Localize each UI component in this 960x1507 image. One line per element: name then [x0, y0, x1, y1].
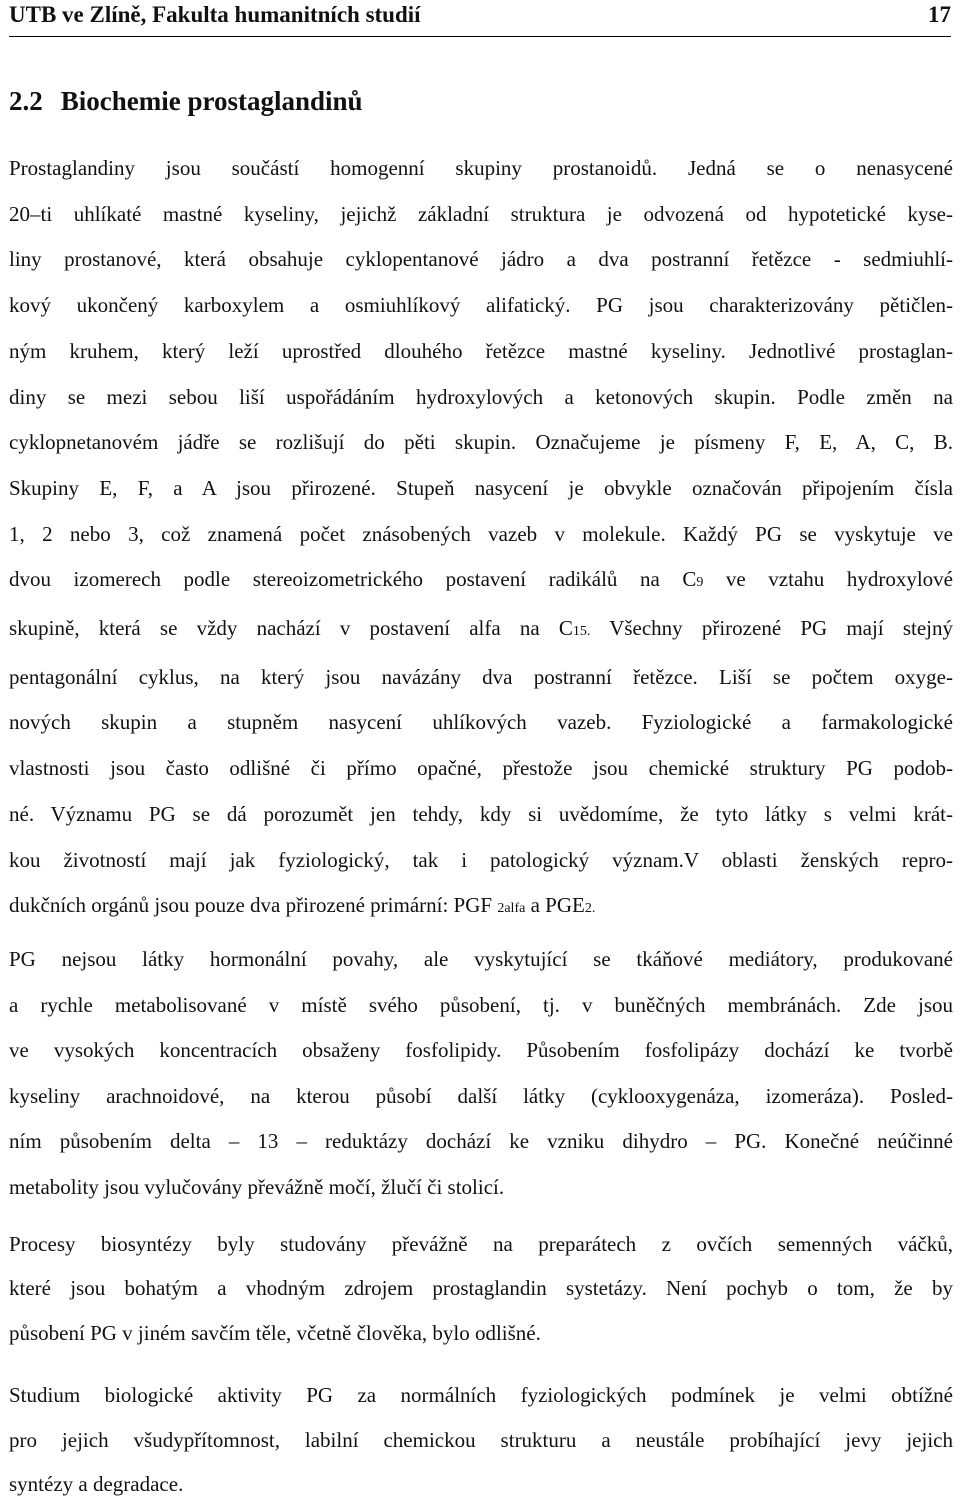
- text-line: né. Významu PG se dá porozumět jen tehdy, kdy si uvědomíme, že tyto látky s velmi krát-: [9, 801, 953, 826]
- text-line: působení PG v jiném savčím těle, včetně člověka, bylo odlišné.: [9, 1320, 541, 1345]
- text-line: Skupiny E, F, a A jsou přirozené. Stupeň nasycení je obvykle označován připojením čísla: [9, 475, 953, 500]
- text-line: pro jejich všudypřítomnost, labilní chemickou strukturu a neustále probíhající jevy jejich: [9, 1427, 953, 1452]
- text-line: ním působením delta – 13 – reduktázy dochází ke vzniku dihydro – PG. Konečné neúčinné: [9, 1129, 953, 1153]
- text-line: kyseliny arachnoidové, na kterou působí další látky (cyklooxygenáza, izomeráza). Posled-: [9, 1083, 953, 1108]
- text-line: [9, 606, 953, 655]
- text-run: dvou izomerech podle stereoizometrického postavení radikálů na C: [9, 567, 697, 592]
- paragraph-biosynthesis: [9, 1222, 953, 1355]
- running-header: [9, 0, 951, 40]
- paragraph-biological-activity: [9, 1373, 953, 1507]
- text-line: ve vysokých koncentracích obsaženy fosfolipidy. Působením fosfolipázy dochází ke tvorbě: [9, 1038, 953, 1062]
- text-line: PG nejsou látky hormonální povahy, ale vyskytující se tkáňové mediátory, produkované: [9, 947, 953, 971]
- text-line: Studium biologické aktivity PG za normálních fyziologických podmínek je velmi obtížné: [9, 1383, 953, 1407]
- text-line: metabolity jsou vylučovány převážně močí, žlučí či stolicí.: [9, 1174, 505, 1199]
- text-line: nových skupin a stupněm nasycení uhlíkových vazeb. Fyziologické a farmakologické: [9, 710, 953, 735]
- text-line: diny se mezi sebou liší uspořádáním hydroxylových a ketonových skupin. Podle změn na: [9, 384, 953, 409]
- header-rule: [9, 36, 951, 37]
- section-number: 2.2: [9, 86, 43, 116]
- text-line: [9, 883, 953, 932]
- text-line: ným kruhem, který leží uprostřed dlouhého řetězce mastné kyseliny. Jednotlivé prostaglan-: [9, 338, 953, 363]
- text-line: [9, 557, 953, 606]
- paragraph-structure: [9, 146, 953, 932]
- text-line: Prostaglandiny jsou součástí homogenní skupiny prostanoidů. Jedná se o nenasycené: [9, 156, 953, 180]
- text-run: dukčních orgánů jsou pouze dva přirozené primární: PGF: [9, 893, 498, 918]
- subscript-text: 15.: [572, 624, 591, 640]
- text-line: 20–ti uhlíkaté mastné kyseliny, jejichž základní struktura je odvozená od hypotetické kyse-: [9, 201, 953, 226]
- text-line: kový ukončený karboxylem a osmiuhlíkový alifatický. PG jsou charakterizovány pětičlen-: [9, 293, 953, 318]
- text-run: ve vztahu hydroxylové: [703, 567, 953, 592]
- text-run: Všechny přirozené PG mají stejný: [590, 616, 954, 641]
- text-line: 1, 2 nebo 3, což znamená počet znásobených vazeb v molekule. Každý PG se vyskytuje ve: [9, 521, 953, 546]
- section-title: Biochemie prostaglandinů: [60, 86, 363, 116]
- paragraph-physiology: [9, 937, 953, 1210]
- text-line: cyklopnetanovém jádře se rozlišují do pěti skupin. Označujeme je písmeny F, E, A, C, B.: [9, 430, 953, 455]
- section-heading: [9, 84, 363, 118]
- subscript-text: 9: [696, 575, 704, 591]
- text-line: Procesy biosyntézy byly studovány převážně na preparátech z ovčích semenných váčků,: [9, 1232, 953, 1256]
- text-line: a rychle metabolisované v místě svého působení, tj. v buněčných membránách. Zde jsou: [9, 992, 953, 1017]
- text-line: syntézy a degradace.: [9, 1472, 184, 1497]
- text-line: kou životností mají jak fyziologický, tak i patologický význam.V oblasti ženských repro-: [9, 847, 953, 872]
- text-line: pentagonální cyklus, na který jsou navázány dva postranní řetězce. Liší se počtem oxyge-: [9, 664, 953, 689]
- subscript-text: 2.: [584, 901, 596, 917]
- page-number: 17: [928, 2, 951, 27]
- text-line: liny prostanové, která obsahuje cyklopentanové jádro a dva postranní řetězce - sedmiuhlí-: [9, 247, 953, 272]
- subscript-text: 2alfa: [497, 901, 526, 917]
- text-run: a PGE: [525, 893, 585, 918]
- running-title: UTB ve Zlíně, Fakulta humanitních studií: [9, 2, 421, 27]
- text-line: vlastnosti jsou často odlišné či přímo opačné, přestože jsou chemické struktury PG podob-: [9, 756, 953, 781]
- text-line: které jsou bohatým a vhodným zdrojem prostaglandin systetázy. Není pochyb o tom, že by: [9, 1276, 953, 1301]
- text-run: skupině, která se vždy nachází v postavení alfa na C: [9, 616, 573, 641]
